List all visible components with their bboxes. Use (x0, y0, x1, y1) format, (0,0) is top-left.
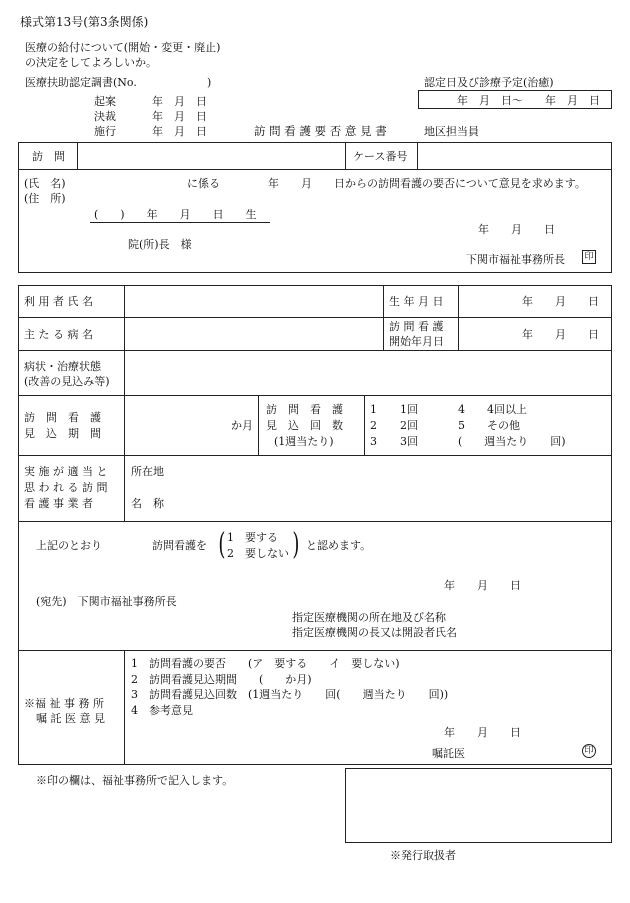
count-label-line2: 見 込 回 数 (266, 419, 343, 432)
commissioned-doctor-label: 嘱託医 (432, 747, 465, 760)
divider (18, 317, 612, 318)
form-number: 様式第13号(第3条関係) (20, 15, 149, 29)
certification-date-value: 年 月 日～ 年 月 日 (457, 94, 600, 107)
visit-label: 訪 問 (32, 150, 65, 163)
count-option-num: 3 (370, 435, 377, 448)
provider-location-label: 所在地 (131, 465, 164, 478)
case-number-label: ケース番号 (353, 150, 408, 163)
condition-label-line2: (改善の見込み等) (24, 375, 110, 388)
count-option-text: 3回 (400, 435, 418, 448)
birth-date-value: 年 月 日 (522, 295, 599, 308)
divider (124, 285, 125, 521)
request-text: 年 月 日からの訪問看護の要否について意見を求めます。 (268, 177, 586, 190)
period-unit: か月 (231, 419, 253, 432)
provider-label-line1: 実 施 が 適 当 と (24, 465, 108, 478)
decision-question-line2: の決定をしてよろしいか。 (25, 56, 157, 69)
divider (258, 395, 259, 455)
seal-icon: 印 (582, 250, 596, 264)
survey-number-close: ) (207, 76, 212, 89)
addressee: (宛先) 下関市福祉事務所長 (36, 595, 177, 608)
divider (124, 650, 125, 765)
count-option-text: 4回以上 (487, 403, 527, 416)
period-label-line1: 訪 問 看 護 (24, 411, 101, 424)
count-option-num: 1 (370, 403, 377, 416)
district-staff-label: 地区担当員 (424, 125, 479, 138)
name-label: (氏 名) (24, 177, 66, 190)
hospital-head-addressee: 院(所)長 様 (128, 238, 192, 251)
enforcement-date: 年 月 日 (152, 125, 207, 138)
condition-label-line1: 病状・治療状態 (24, 360, 101, 373)
divider (77, 142, 78, 169)
underline (90, 222, 270, 223)
welfare-item: 2 訪問看護見込期間 ( か月) (131, 673, 312, 686)
draft-label: 起案 (94, 95, 116, 108)
divider (458, 285, 459, 350)
issue-handler-box[interactable] (345, 768, 612, 843)
need-option-required: 1 要する (227, 531, 278, 544)
count-option-num: 5 (458, 419, 465, 432)
certification-date-box[interactable] (418, 90, 612, 109)
opinion-date: 年 月 日 (444, 579, 521, 592)
left-bracket: ( (218, 527, 226, 562)
nursing-start-label-line1: 訪 問 看 護 (389, 320, 444, 333)
request-date: 年 月 日 (478, 223, 555, 236)
period-label-line2: 見 込 期 間 (24, 427, 101, 440)
count-label-line1: 訪 問 看 護 (266, 403, 343, 416)
footnote: ※印の欄は、福祉事務所で記入します。 (36, 774, 234, 787)
count-option-num: 2 (370, 419, 377, 432)
divider (18, 521, 612, 522)
count-option-text: 1回 (400, 403, 418, 416)
approve-text: と認めます。 (306, 539, 372, 552)
need-option-not-required: 2 要しない (227, 547, 289, 560)
provider-label-line2: 思 わ れ る 訪 問 (24, 481, 108, 494)
decision-label: 決裁 (94, 110, 116, 123)
birth-date-label: 生 年 月 日 (389, 295, 444, 308)
institution-address-label: 指定医療機関の所在地及び名称 (292, 611, 446, 624)
count-option-text: ( 週当たり 回) (458, 435, 566, 448)
nursing-start-label-line2: 開始年月日 (389, 335, 444, 348)
issuer-name: 下関市福祉事務所長 (466, 253, 565, 266)
divider (364, 395, 365, 455)
count-option-text: その他 (487, 419, 520, 432)
welfare-label-line1: ※福 祉 事 務 所 (24, 697, 104, 710)
count-option-text: 2回 (400, 419, 418, 432)
welfare-item: 3 訪問看護見込回数 (1週当たり 回( 週当たり 回)) (131, 688, 449, 701)
divider (18, 169, 612, 170)
decision-question-line1: 医療の給付について(開始・変更・廃止) (25, 41, 221, 54)
address-label: (住 所) (24, 192, 66, 205)
nursing-is-text: 訪問看護を (152, 539, 207, 552)
welfare-item: 4 参考意見 (131, 704, 193, 717)
seal-icon: 印 (582, 744, 596, 758)
document-title: 訪 問 看 護 要 否 意 見 書 (254, 124, 387, 138)
enforcement-label: 施行 (94, 125, 116, 138)
issue-handler-label: ※発行取扱者 (390, 849, 456, 862)
provider-name-label: 名 称 (131, 497, 164, 510)
count-label-line3: (1週当たり) (274, 435, 334, 448)
user-name-label: 利 用 者 氏 名 (24, 295, 93, 308)
nursing-start-value: 年 月 日 (522, 328, 599, 341)
divider (345, 142, 346, 169)
survey-number-label: 医療扶助認定調書(No. (25, 76, 137, 89)
birth-date-line: ( ) 年 月 日 生 (94, 208, 257, 221)
welfare-item: 1 訪問看護の要否 (ア 要する イ 要しない) (131, 657, 400, 670)
divider (18, 350, 612, 351)
divider (18, 395, 612, 396)
provider-label-line3: 看 護 事 業 者 (24, 497, 93, 510)
divider (18, 455, 612, 456)
certification-date-label: 認定日及び診療予定(治癒) (424, 76, 554, 89)
draft-date: 年 月 日 (152, 95, 207, 108)
divider (417, 142, 418, 169)
as-above-text: 上記のとおり (36, 539, 102, 552)
divider (383, 285, 384, 350)
request-about: に係る (187, 177, 220, 190)
institution-head-label: 指定医療機関の長又は開設者氏名 (292, 626, 457, 639)
right-bracket: ) (292, 527, 300, 562)
welfare-date: 年 月 日 (444, 726, 521, 739)
divider (18, 650, 612, 651)
main-disease-label: 主 た る 病 名 (24, 328, 93, 341)
welfare-label-line2: 嘱 託 医 意 見 (36, 712, 105, 725)
count-option-num: 4 (458, 403, 465, 416)
decision-date: 年 月 日 (152, 110, 207, 123)
